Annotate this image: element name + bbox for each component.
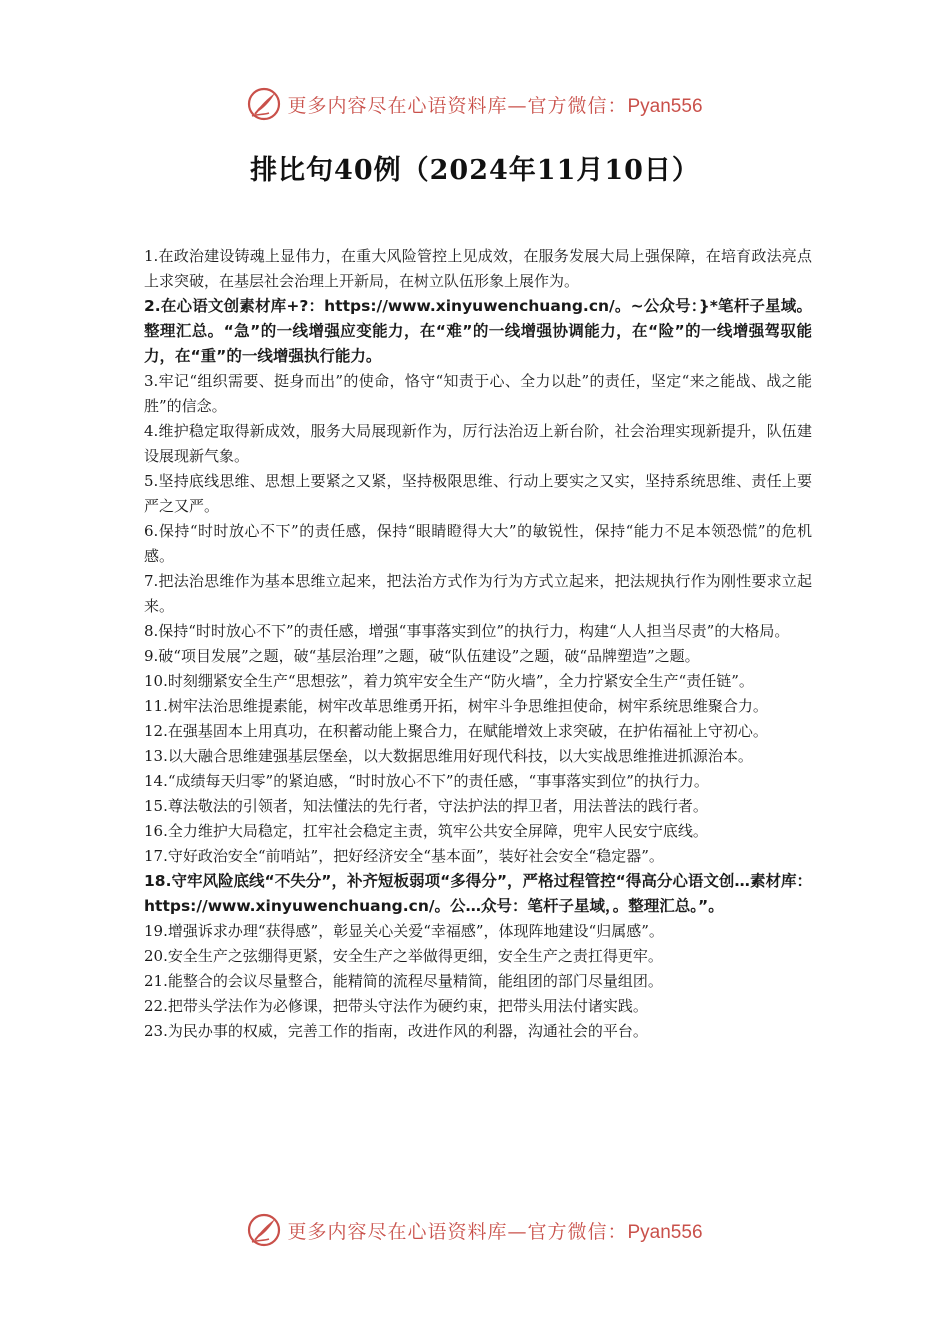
sentence-item: 11.树牢法治思维提素能，树牢改革思维勇开拓，树牢斗争思维担使命，树牢系统思维聚合力。 [144,697,768,715]
sentence-item: 3.牢记“组织需要、挺身而出”的使命，恪守“知责于心、全力以赴”的责任，坚定“来之能战、战之能胜”的信念。 [144,372,812,415]
sentence-item: 21.能整合的会议尽量整合，能精简的流程尽量精简，能组团的部门尽量组团。 [144,972,663,990]
sentence-item: 16.全力维护大局稳定，扛牢社会稳定主责，筑牢公共安全屏障，兜牢人民安宁底线。 [144,822,708,840]
sentence-item: 23.为民办事的权威，完善工作的指南，改进作风的利器，沟通社会的平台。 [144,1022,648,1040]
sentence-item: 10.时刻绷紧安全生产“思想弦”，着力筑牢安全生产“防火墙”，全力拧紧安全生产“责任链”。 [144,672,754,690]
sentence-item: 4.维护稳定取得新成效，服务大局展现新作为，厉行法治迈上新台阶，社会治理实现新提升，队伍建设展现新气象。 [144,422,812,465]
banner-text: 更多内容尽在心语资料库—官方微信：Pyan556 [287,1220,703,1243]
sentence-item: 19.增强诉求办理“获得感”，彰显关心关爱“幸福感”，体现阵地建设“归属感”。 [144,922,664,940]
sentence-item: 14.“成绩每天归零”的紧迫感，“时时放心不下”的责任感，“事事落实到位”的执行力。 [144,772,709,790]
quill-pen-logo-icon [247,87,281,121]
banner-text: 更多内容尽在心语资料库—官方微信：Pyan556 [287,94,703,117]
sentence-item: 9.破“项目发展”之题，破“基层治理”之题，破“队伍建设”之题，破“品牌塑造”之题。 [144,647,700,665]
sentence-item: 15.尊法敬法的引领者，知法懂法的先行者，守法护法的捍卫者，用法普法的践行者。 [144,797,708,815]
wechat-id: Pyan556 [627,1221,703,1243]
sentence-item: 13.以大融合思维建强基层堡垒，以大数据思维用好现代科技，以大实战思维推进抓源治本。 [144,747,753,765]
sentence-item: 2.在心语文创素材库+?：https://www.xinyuwenchuang.cn/。~公众号：}*笔杆子星域。整理汇总。“急”的一线增强应变能力，在“难”的一线增强协调能力，在“险”的一线增强驾驭能力，在“重”的一线增强执行能力。 [144,297,812,365]
sentence-item: 5.坚持底线思维、思想上要紧之又紧，坚持极限思维、行动上要实之又实，坚持系统思维、责任上要严之又严。 [144,472,812,515]
sentence-item: 22.把带头学法作为必修课，把带头守法作为硬约束，把带头用法付诸实践。 [144,997,648,1015]
sentence-item: 7.把法治思维作为基本思维立起来，把法治方式作为行为方式立起来，把法规执行作为刚性要求立起来。 [144,572,812,615]
sentence-item: 1.在政治建设铸魂上显伟力，在重大风险管控上见成效，在服务发展大局上强保障，在培育政法亮点上求突破，在基层社会治理上开新局，在树立队伍形象上展作为。 [144,247,812,290]
document-title: 排比句40例（2024年11月10日） [250,155,700,186]
quill-pen-logo-icon [247,1213,281,1247]
footer-banner [0,1210,950,1250]
sentence-item: 18.守牢风险底线“不失分”，补齐短板弱项“多得分”，严格过程管控“得高分心语文创…素材库：https://www.xinyuwenchuang.cn/。公…众号：笔杆子星域，。整理汇总。”。 [144,872,812,915]
sentence-item: 12.在强基固本上用真功，在积蓄动能上聚合力，在赋能增效上求突破，在护佑福祉上守初心。 [144,722,768,740]
sentence-item: 17.守好政治安全“前哨站”，把好经济安全“基本面”，装好社会安全“稳定器”。 [144,847,664,865]
sentence-list [144,244,812,1044]
header-banner [0,84,950,124]
wechat-id: Pyan556 [627,95,703,117]
sentence-item: 6.保持“时时放心不下”的责任感，保持“眼睛瞪得大大”的敏锐性，保持“能力不足本领恐慌”的危机感。 [144,522,812,565]
sentence-item: 20.安全生产之弦绷得更紧，安全生产之举做得更细，安全生产之责扛得更牢。 [144,947,663,965]
sentence-item: 8.保持“时时放心不下”的责任感，增强“事事落实到位”的执行力，构建“人人担当尽责”的大格局。 [144,622,790,640]
